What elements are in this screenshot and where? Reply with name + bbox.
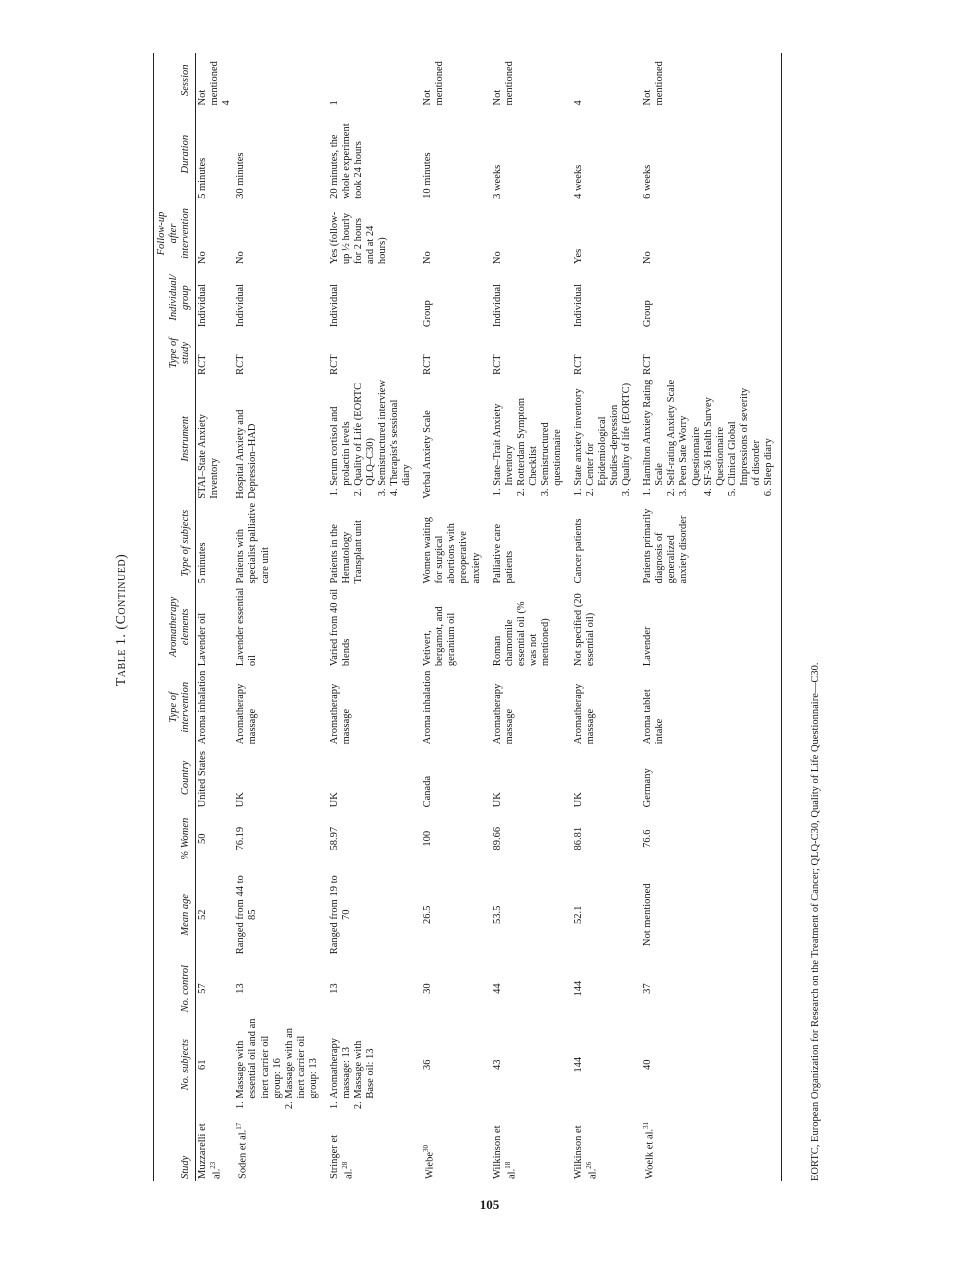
study-name: Wiebe	[424, 1152, 436, 1179]
study-name: Wilkinson et al.	[572, 1125, 599, 1179]
table-cell: Lavender essential oil	[235, 587, 259, 667]
table-cell: 52	[197, 909, 209, 921]
table-cell: 5 minutes	[197, 542, 209, 584]
list-item: 3. Semistructured questionnaire	[540, 379, 564, 486]
table-cell: STAI–State Anxiety Inventory	[197, 414, 221, 499]
list-item: 2. Center for Epidemiological Studies–depression	[585, 379, 621, 486]
study-name: Woelk et al.	[644, 1128, 656, 1179]
table-cell: 13	[235, 983, 247, 994]
table-cell: No	[235, 251, 247, 265]
table-cell	[321, 377, 414, 501]
list-item: 2. Self-rating Anxiety Scale	[666, 379, 678, 486]
table-cell: No	[491, 251, 503, 265]
table-cell: Ranged from 44 to 85	[235, 875, 259, 955]
reference-number: 17	[235, 1122, 244, 1130]
list-item: 4. Therapist's sessional diary	[389, 379, 413, 486]
table-cell: 10 minutes	[422, 152, 434, 199]
numbered-list	[492, 379, 564, 499]
reference-number: 18	[503, 1161, 512, 1169]
table-cell: Aroma inhalation	[422, 670, 434, 745]
table-cell: 76.6	[634, 809, 781, 868]
table-cell: 86.81	[572, 826, 584, 851]
table-cell: Verbal Anxiety Scale	[422, 410, 434, 499]
table-cell: 100	[422, 830, 434, 847]
table-cell: Individual	[235, 283, 247, 328]
table-cell: 26.5	[422, 905, 434, 924]
list-item: 1. Serum cortisol and prolactin levels	[329, 379, 353, 486]
caption-number: 1.	[114, 633, 129, 646]
table-cell: 144	[572, 1056, 584, 1073]
column-header: No. control	[154, 962, 196, 1016]
numbered-list	[329, 379, 413, 499]
table-cell: RCT	[634, 329, 781, 377]
table-cell: RCT	[491, 354, 503, 375]
column-header: Type of study	[154, 329, 196, 377]
table-cell: RCT	[197, 354, 209, 375]
study-name: Muzzarelli et al.	[197, 1123, 223, 1179]
table-cell: Lavender	[634, 586, 781, 669]
column-header: Study	[154, 1114, 196, 1181]
table-cell	[196, 1114, 235, 1181]
table-row	[196, 53, 235, 1181]
table-body	[196, 53, 782, 1181]
table-cell: Varied from 40 oil blends	[328, 588, 352, 667]
rotated-table-page	[110, 45, 850, 1195]
study-name: Wilkinson et al.	[491, 1125, 518, 1179]
table-footnote: EORTC, European Organization for Research on the Treatment of Cancer; QLQ-C30, Quality of Life Questionnaire—C30.	[810, 662, 821, 1181]
caption-suffix: (Continued)	[114, 553, 129, 630]
table-cell: 36	[422, 1059, 434, 1070]
page-number: 105	[479, 1197, 500, 1212]
column-header: Session	[154, 53, 196, 107]
table-cell: Not mentioned	[634, 53, 781, 107]
table-cell: 57	[197, 983, 209, 994]
table-cell: 5 minutes	[197, 157, 209, 199]
list-item: 2. Quality of Life (EORTC QLQ–C30)	[353, 379, 377, 486]
table-cell: Individual	[491, 283, 503, 328]
list-item: 1. Hamilton Anxiety Rating Scale	[642, 379, 666, 486]
table-cell: 44	[491, 983, 503, 994]
table-cell: RCT	[422, 354, 434, 375]
list-item: 2. Rotterdam Symptom Checklist	[516, 379, 540, 486]
list-item: 3. Semistructured interview	[377, 379, 389, 486]
table-cell: Roman chamomile essential oil (% was not mentioned)	[491, 601, 551, 667]
numbered-list	[573, 379, 633, 499]
list-item: 1. State–Trait Anxiety Inventory	[492, 379, 516, 486]
numbered-list	[329, 1018, 377, 1112]
table-cell: Individual	[572, 283, 584, 328]
table-cell	[484, 377, 565, 501]
table-cell	[565, 377, 634, 501]
table-cell	[321, 1016, 414, 1114]
table-cell	[565, 1114, 634, 1181]
table-cell: Aroma inhalation	[197, 670, 209, 745]
table-cell: UK	[491, 792, 503, 808]
table-cell: Not mentioned	[422, 61, 446, 106]
list-item: 1. Massage with essential oil and an inert carrier oil group: 16	[235, 1018, 283, 1099]
table-cell: RCT	[572, 354, 584, 375]
reference-number: 31	[642, 1121, 651, 1129]
table-cell: Lavender oil	[197, 612, 209, 667]
table-cell: Group	[422, 300, 434, 328]
list-item: 2. Massage with an inert carrier oil group: 13	[284, 1018, 320, 1099]
table-cell: 52.1	[572, 905, 584, 924]
list-item: 6. Sleep diary	[763, 379, 775, 486]
table-cell: No	[634, 201, 781, 266]
list-item: 2. Massage with Base oil: 13	[353, 1018, 377, 1099]
header-row	[154, 53, 196, 1181]
table-cell: 144	[572, 980, 584, 997]
table-caption	[114, 45, 130, 1195]
column-header: Individual/ group	[154, 266, 196, 329]
table-cell: Palliative care patients	[491, 523, 515, 584]
column-header: Type of intervention	[154, 668, 196, 746]
table-cell: Ranged from 19 to 70	[328, 875, 352, 955]
column-header: No. subjects	[154, 1016, 196, 1114]
table-cell: Vetivert, bergamot, and geranium oil	[422, 606, 458, 667]
table-cell: Aroma tablet intake	[634, 668, 781, 746]
table-cell: 6 weeks	[634, 107, 781, 200]
reference-number: 23	[209, 1161, 218, 1169]
numbered-list	[235, 1018, 319, 1112]
table-cell: Aromatherapy massage	[572, 683, 596, 745]
table-cell: Individual	[328, 283, 340, 328]
table-row	[321, 53, 414, 1181]
table-cell: Aromatherapy massage	[328, 683, 352, 745]
table-cell	[321, 1114, 414, 1181]
table-cell: No	[422, 251, 434, 265]
table-cell: Group	[634, 266, 781, 329]
table-cell	[634, 377, 781, 501]
table-cell: Yes	[572, 248, 584, 265]
table-row	[484, 53, 565, 1181]
table-cell: Not specified (20 essential oil)	[572, 593, 596, 667]
table-cell: 4 weeks	[572, 164, 584, 199]
table-cell: Women waiting for surgical abortions with preoperative anxiety	[422, 517, 482, 584]
list-item: 5. Clinical Global Impressions of severity of disorder	[727, 379, 763, 486]
table-cell: United States	[197, 751, 209, 808]
table-cell: Canada	[422, 775, 434, 808]
study-name: Soden et al.	[237, 1129, 249, 1179]
table-cell: RCT	[328, 354, 340, 375]
table-cell: Not mentioned	[491, 61, 515, 106]
table-cell: Cancer patients	[572, 518, 584, 584]
column-header: Aromatherapy elements	[154, 586, 196, 669]
table-cell: 30 minutes	[235, 152, 247, 199]
column-header: % Women	[154, 809, 196, 868]
table-cell	[234, 53, 320, 107]
table-row	[234, 53, 320, 1181]
list-item: 1. Aromatherapy massage: 13	[329, 1018, 353, 1099]
table-cell: UK	[235, 792, 247, 808]
table-cell: Hospital Anxiety and Depression–HAD	[235, 409, 259, 499]
table-cell: No	[197, 251, 209, 265]
table-cell: 37	[634, 962, 781, 1016]
table-cell	[234, 1016, 320, 1114]
table-cell: 30	[422, 983, 434, 994]
table-cell: Aromatherapy massage	[491, 683, 515, 745]
table-header	[154, 53, 196, 1181]
table-cell: 43	[491, 1059, 503, 1070]
column-header: Country	[154, 746, 196, 809]
table-cell: 89.66	[491, 826, 503, 851]
table-cell: 13	[328, 983, 340, 994]
studies-table	[153, 53, 782, 1181]
table-cell: 3 weeks	[491, 164, 503, 199]
list-item: 3. Peen Sate Worry Questionnaire	[678, 379, 702, 486]
column-header: Follow-up after intervention	[154, 201, 196, 266]
reference-number: 26	[585, 1161, 593, 1169]
table-cell: 40	[634, 1016, 781, 1114]
column-header: Duration	[154, 107, 196, 200]
table-cell	[234, 1114, 320, 1181]
column-header: Type of subjects	[154, 501, 196, 586]
table-cell: RCT	[235, 354, 247, 375]
table-cell: Yes (follow-up ½ hourly for 2 hours and at 24 hours)	[328, 211, 389, 265]
table-row	[565, 53, 634, 1181]
table-cell: 20 minutes, the whole experiment took 24 hours	[328, 123, 364, 199]
study-name: Stringer et al.	[328, 1134, 355, 1179]
column-header: Instrument	[154, 377, 196, 501]
table-cell: 50	[197, 833, 209, 844]
table-cell	[414, 1114, 483, 1181]
table-cell: UK	[572, 792, 584, 808]
table-cell	[634, 1114, 781, 1181]
table-row	[634, 53, 781, 1181]
table-cell: 76.19	[235, 826, 247, 851]
column-header: Mean age	[154, 868, 196, 961]
table-cell: Not mentioned	[634, 868, 781, 961]
table-cell: Not mentioned 4	[197, 61, 233, 106]
table-cell: 61	[197, 1059, 209, 1070]
table-cell: UK	[328, 792, 340, 808]
reference-number: 28	[340, 1161, 349, 1169]
table-cell: Patients with specialist palliative care unit	[235, 502, 271, 584]
table-cell: 53.5	[491, 905, 503, 924]
table-cell: 58.97	[328, 826, 340, 851]
table-row	[414, 53, 483, 1181]
table-cell: Germany	[634, 746, 781, 809]
table-cell: Aromatherapy massage	[235, 683, 259, 745]
table-cell: Patients in the Hematology Transplant unit	[328, 520, 364, 584]
table-cell: Individual	[197, 283, 209, 328]
caption-prefix: Table	[114, 649, 129, 687]
reference-number: 30	[422, 1145, 431, 1153]
table-cell: 1	[328, 100, 340, 106]
list-item: 4. SF-36 Health Survey Questionnaire	[703, 379, 727, 486]
table-cell: Patients primarily diagnosis of generalized anxiety disorder	[634, 501, 781, 586]
numbered-list	[642, 379, 775, 499]
table-cell	[484, 1114, 565, 1181]
list-item: 1. State anxiety inventory	[573, 379, 585, 486]
table-cell: 4	[572, 100, 584, 106]
list-item: 3. Quality of life (EORTC)	[621, 379, 633, 486]
